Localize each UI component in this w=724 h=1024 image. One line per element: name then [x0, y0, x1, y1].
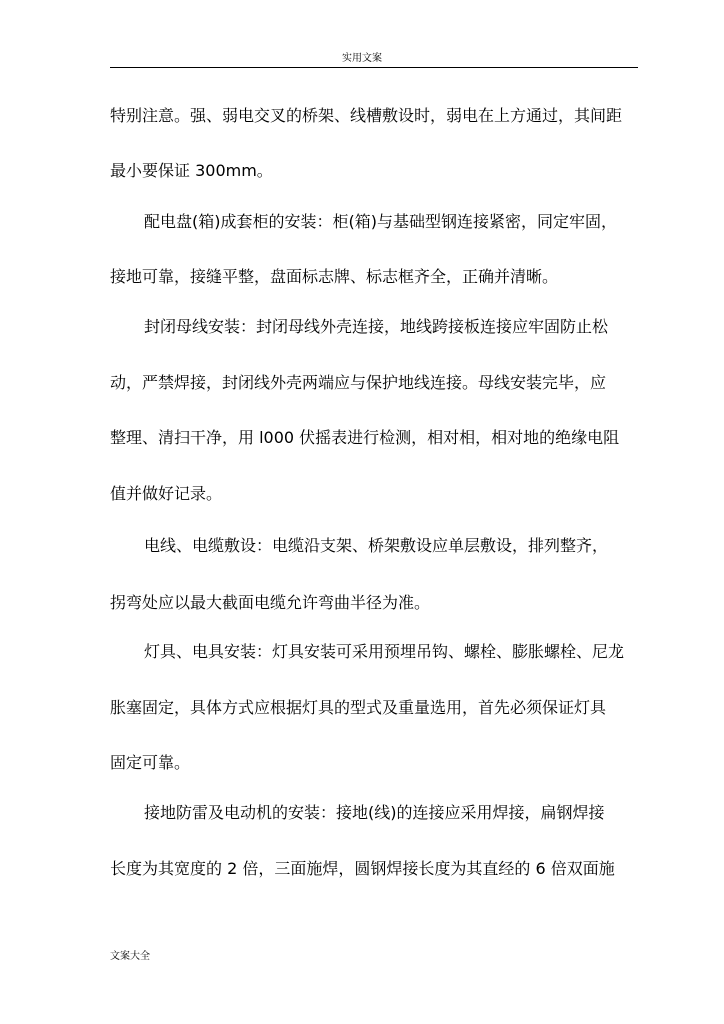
page-footer: 文案大全 [110, 951, 150, 962]
header-rule [110, 67, 638, 68]
text-line: 配电盘(箱)成套柜的安装：柜(箱)与基础型钢连接紧密，同定牢固， [144, 212, 617, 231]
text-line: 接地可靠，接缝平整，盘面标志牌、标志框齐全，正确并清晰。 [110, 267, 559, 286]
text-line: 值并做好记录。 [110, 484, 223, 503]
text-line: 灯具、电具安装：灯具安装可采用预埋吊钩、螺栓、膨胀螺栓、尼龙 [144, 642, 625, 661]
text-line: 固定可靠。 [110, 753, 191, 772]
text-line: 整理、清扫干净，用 l000 伏摇表进行检测，相对相，相对地的绝缘电阻 [110, 428, 620, 447]
text-line: 长度为其宽度的 2 倍，三面施焊，圆钢焊接长度为其直经的 6 倍双面施 [110, 859, 615, 878]
page-header: 实用文案 [342, 53, 382, 64]
text-line: 动，严禁焊接，封闭线外壳两端应与保护地线连接。母线安装完毕，应 [110, 373, 607, 392]
text-line: 电线、电缆敷设：电缆沿支架、桥架敷设应单层敷设，排列整齐， [144, 536, 609, 555]
text-line: 最小要保证 300mm。 [110, 161, 273, 180]
text-line: 特别注意。强、弱电交叉的桥架、线槽敷设时，弱电在上方通过，其间距 [110, 106, 623, 125]
text-line: 接地防雷及电动机的安装：接地(线)的连接应采用焊接，扁钢焊接 [144, 803, 605, 822]
text-line: 封闭母线安装：封闭母线外壳连接，地线跨接板连接应牢固防止松 [144, 317, 609, 336]
text-line: 拐弯处应以最大截面电缆允许弯曲半径为准。 [110, 593, 431, 612]
text-line: 胀塞固定，具体方式应根据灯具的型式及重量选用，首先必须保证灯具 [110, 698, 607, 717]
